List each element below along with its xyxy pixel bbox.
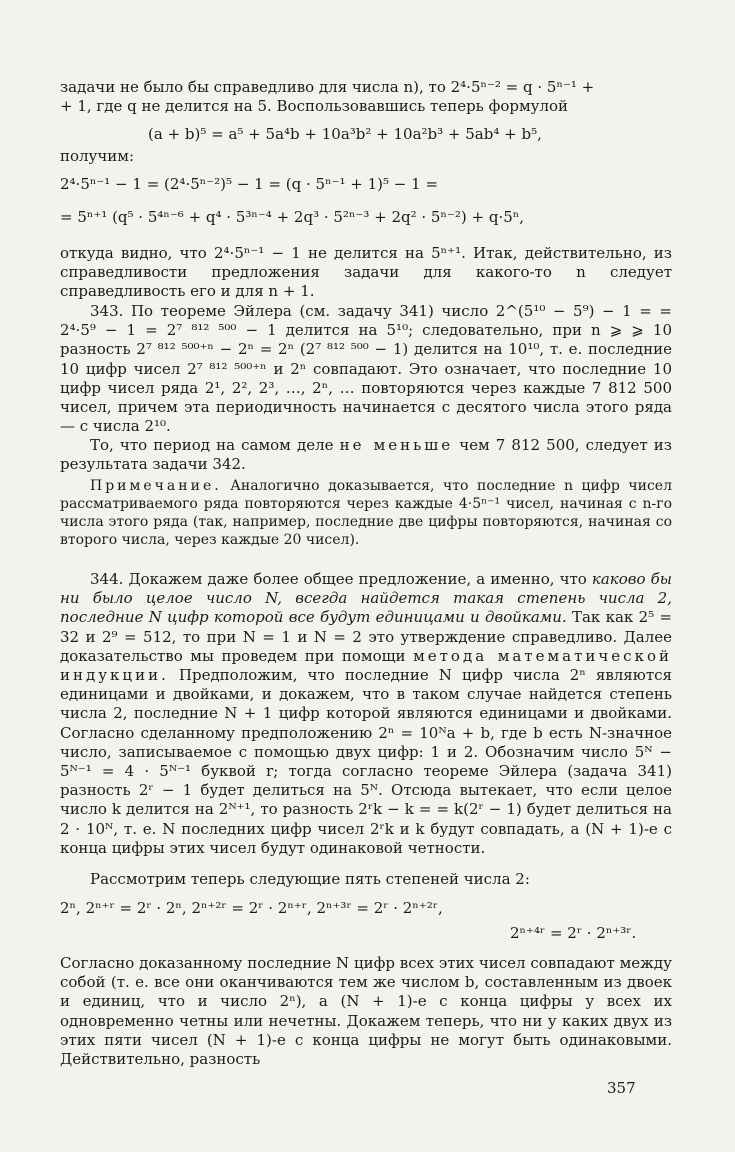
note-label: Примечание. — [90, 478, 222, 494]
text-line: + 1, где q не делится на 5. Воспользовавшись теперь формулой — [60, 97, 569, 116]
paragraph: откуда видно, что 2⁴·5ⁿ⁻¹ − 1 не делится на 5ⁿ⁺¹. Итак, действительно, из справедливости предложения задачи для какого-то n следует справедливость его и для n + 1. — [60, 244, 672, 301]
text-run: 344. Докажем даже более общее предложение, а именно, что — [90, 570, 592, 588]
text-line: задачи не было бы справедливо для числа n), то 2⁴·5ⁿ⁻² = q · 5ⁿ⁻¹ + — [60, 78, 595, 96]
formula-line-1: 2⁴·5ⁿ⁻¹ − 1 = (2⁴·5ⁿ⁻²)⁵ − 1 = (q · 5ⁿ⁻¹ + 1)⁵ − 1 = — [60, 175, 439, 193]
problem-343: 343. По теореме Эйлера (см. задачу 341) число 2^(5¹⁰ − 5⁹) − 1 = = 2⁴·5⁹ − 1 = 2⁷ ⁸¹² ⁵⁰⁰ − 1 делится на 5¹⁰; следовательно, при n ⩾ ⩾ 10 разность 2⁷ ⁸¹² ⁵⁰⁰⁺ⁿ − 2ⁿ = 2ⁿ (2⁷ ⁸¹² ⁵⁰⁰ − 1) делится на 10¹⁰, т. е. последние 10 цифр чисел 2⁷ ⁸¹² ⁵⁰⁰⁺ⁿ и 2ⁿ совпадают. Это означает, что последние 10 цифр чисел ряда 2¹, 2², 2³, …, 2ⁿ, … повторяются через каждые 7 812 500 чисел, причем эта периодичность начинается с десятого числа этого ряда — с числа 2¹⁰. — [60, 302, 672, 436]
paragraph — [60, 436, 672, 474]
note — [60, 477, 672, 549]
italic-statement: каково бы ни было целое число N, всегда найдется такая степень числа 2, последние N цифр которой все будут единицами и двойками. — [60, 570, 672, 627]
text-line: получим: — [60, 147, 135, 165]
powers-line-2: 2ⁿ⁺⁴ʳ = 2ʳ · 2ⁿ⁺³ʳ. — [510, 924, 637, 942]
powers-line-1: 2ⁿ, 2ⁿ⁺ʳ = 2ʳ · 2ⁿ, 2ⁿ⁺²ʳ = 2ʳ · 2ⁿ⁺ʳ, 2ⁿ⁺³ʳ = 2ʳ · 2ⁿ⁺²ʳ, — [60, 899, 443, 917]
formula-line-2: = 5ⁿ⁺¹ (q⁵ · 5⁴ⁿ⁻⁶ + q⁴ · 5³ⁿ⁻⁴ + 2q³ · 5²ⁿ⁻³ + 2q² · 5ⁿ⁻²) + q·5ⁿ, — [60, 208, 525, 226]
text-line: Рассмотрим теперь следующие пять степеней числа 2: — [90, 870, 530, 888]
text-run: Предположим, что последние N цифр числа 2ⁿ являются единицами и двойками, и докажем, что в таком случае найдется степень числа 2, последние N + 1 цифр которой являются единицами и двойками. Согласно сделанному предположению 2ⁿ = 10ᴺa + b, где b есть N-значное число, записываемое с помощью двух цифр: 1 и 2. Обозначим число 5ᴺ − 5ᴺ⁻¹ = 4 · 5ᴺ⁻¹ буквой r; тогда согласно теореме Эйлера (задача 341) разность 2ʳ − 1 будет делиться на 5ᴺ. Отсюда вытекает, что если целое число k делится на 2ᴺ⁺¹, то разность 2ʳk − k = = k(2ʳ − 1) будет делиться на 2 · 10ᴺ, т. е. N последних цифр чисел 2ʳk и k будут совпадать, а (N + 1)-е с конца цифры этих чисел будут одинаковой четности. — [60, 666, 672, 857]
page-number: 357 — [607, 1079, 636, 1097]
continuation-paragraph — [60, 78, 672, 116]
text-run: То, что период на самом деле — [90, 436, 340, 454]
binomial-formula: (a + b)⁵ = a⁵ + 5a⁴b + 10a³b² + 10a²b³ + 5ab⁴ + b⁵, — [148, 125, 542, 143]
problem-344 — [60, 570, 672, 858]
paragraph: Согласно доказанному последние N цифр всех этих чисел совпадают между собой (т. е. все они оканчиваются тем же числом b, составленным из двоек и единиц, что и число 2ⁿ), а (N + 1)-е с конца цифры у всех их одновременно четны или нечетны. Докажем теперь, что ни у каких двух из этих пяти чисел (N + 1)-е с конца цифры не могут быть одинаковыми. Действительно, разность — [60, 954, 672, 1069]
text-run: чем 7 812 500, следует из результата задачи 342. — [60, 436, 672, 474]
emphasis-text: метода математической индукции. — [60, 646, 672, 685]
note-text: Аналогично доказывается, что последние n цифр чисел рассматриваемого ряда повторяются через каждые 4·5ⁿ⁻¹ чисел, начиная с n-го числа этого ряда (так, например, последние две цифры повторяются, начиная со второго числа, через каждые 20 чисел). — [60, 478, 672, 548]
emphasis-text: не меньше — [339, 436, 454, 454]
text-run: Так как 2⁵ = 32 и 2⁹ = 512, то при N = 1 и N = 2 это утверждение справедливо. Далее доказательство мы проведем при помощи — [60, 608, 672, 665]
